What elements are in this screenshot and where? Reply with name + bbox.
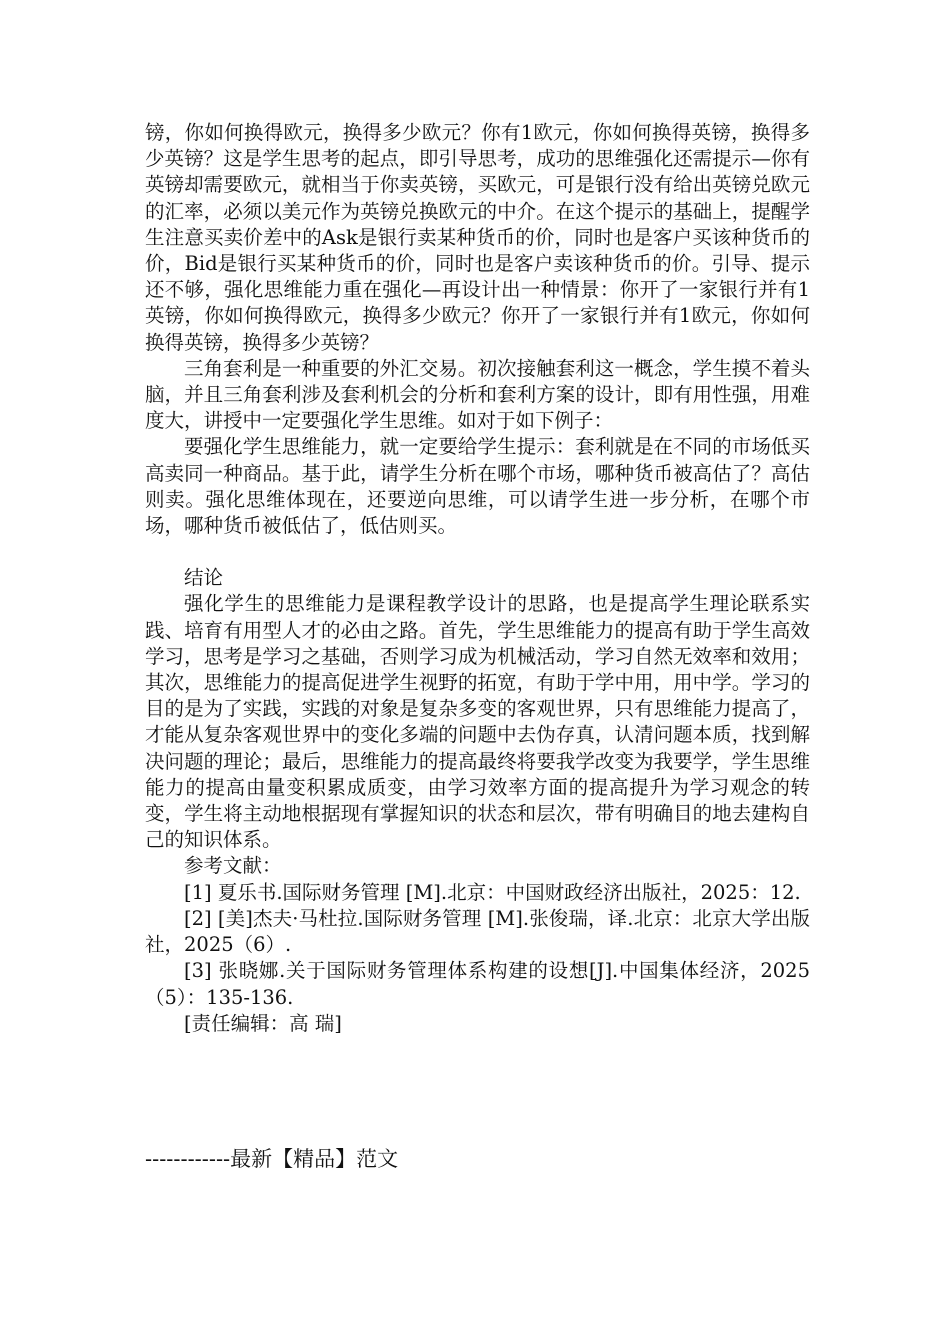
editor-note: [责任编辑：高 瑞] — [184, 1011, 342, 1035]
article-body — [145, 120, 810, 1037]
paragraph-exchange-example: 镑，你如何换得欧元，换得多少欧元？你有1欧元，你如何换得英镑，换得多少英镑？这是学生思考的起点，即引导思考，成功的思维强化还需提示—你有英镑却需要欧元，就相当于你卖英镑，买欧元，可是银行没有给出英镑兑欧元的汇率，必须以美元作为英镑兑换欧元的中介。在这个提示的基础上，提醒学生注意买卖价差中的Ask是银行卖某种货币的价，同时也是客户买该种货币的价，Bid是银行买某种货币的价，同时也是客户卖该种货币的价。引导、提示还不够，强化思维能力重在强化—再设计出一种情景：你开了一家银行并有1英镑，你如何换得欧元，换得多少欧元？你开了一家银行并有1欧元，你如何换得英镑，换得多少英镑？ — [145, 121, 810, 354]
reference-item-1: [1] 夏乐书.国际财务管理 [M].北京：中国财政经济出版社，2025：12. — [184, 880, 801, 904]
references-heading: 参考文献： — [184, 854, 282, 878]
conclusion-heading: 结论 — [184, 566, 224, 590]
conclusion-paragraph: 强化学生的思维能力是课程教学设计的思路，也是提高学生理论联系实践、培育有用型人才的必由之路。首先，学生思维能力的提高有助于学生高效学习，思考是学习之基础，否则学习成为机械活动，学习自然无效率和效用；其次，思维能力的提高促进学生视野的拓宽，有助于学中用，用中学。学习的目的是为了实践，实践的对象是复杂多变的客观世界，只有思维能力提高了，才能从复杂客观世界中的变化多端的问题中去伪存真，认清问题本质，找到解决问题的理论；最后，思维能力的提高最终将要我学改变为我要学，学生思维能力的提高由量变积累成质变，由学习效率方面的提高提升为学习观念的转变，学生将主动地根据现有掌握知识的状态和层次，带有明确目的地去建构自己的知识体系。 — [145, 592, 810, 852]
reference-item-3: [3] 张晓娜.关于国际财务管理体系构建的设想[J].中国集体经济，2025（5）：135-136. — [145, 959, 810, 1009]
paragraph-triangular-arbitrage: 三角套利是一种重要的外汇交易。初次接触套利这一概念，学生摸不着头脑，并且三角套利涉及套利机会的分析和套利方案的设计，即有用性强，用难度大，讲授中一定要强化学生思维。如对于如下例子： — [145, 356, 810, 433]
footer-banner: ------------最新【精品】范文 — [145, 1147, 399, 1171]
paragraph-spacer — [145, 539, 810, 565]
paragraph-arbitrage-hint: 要强化学生思维能力，就一定要给学生提示：套利就是在不同的市场低买高卖同一种商品。基于此，请学生分析在哪个市场，哪种货币被高估了？高估则卖。强化思维体现在，还要逆向思维，可以请学生进一步分析，在哪个市场，哪种货币被低估了，低估则买。 — [145, 435, 810, 538]
reference-item-2: [2] [美]杰夫·马杜拉.国际财务管理 [M].张俊瑞，译.北京：北京大学出版社，2025（6）. — [145, 906, 810, 957]
